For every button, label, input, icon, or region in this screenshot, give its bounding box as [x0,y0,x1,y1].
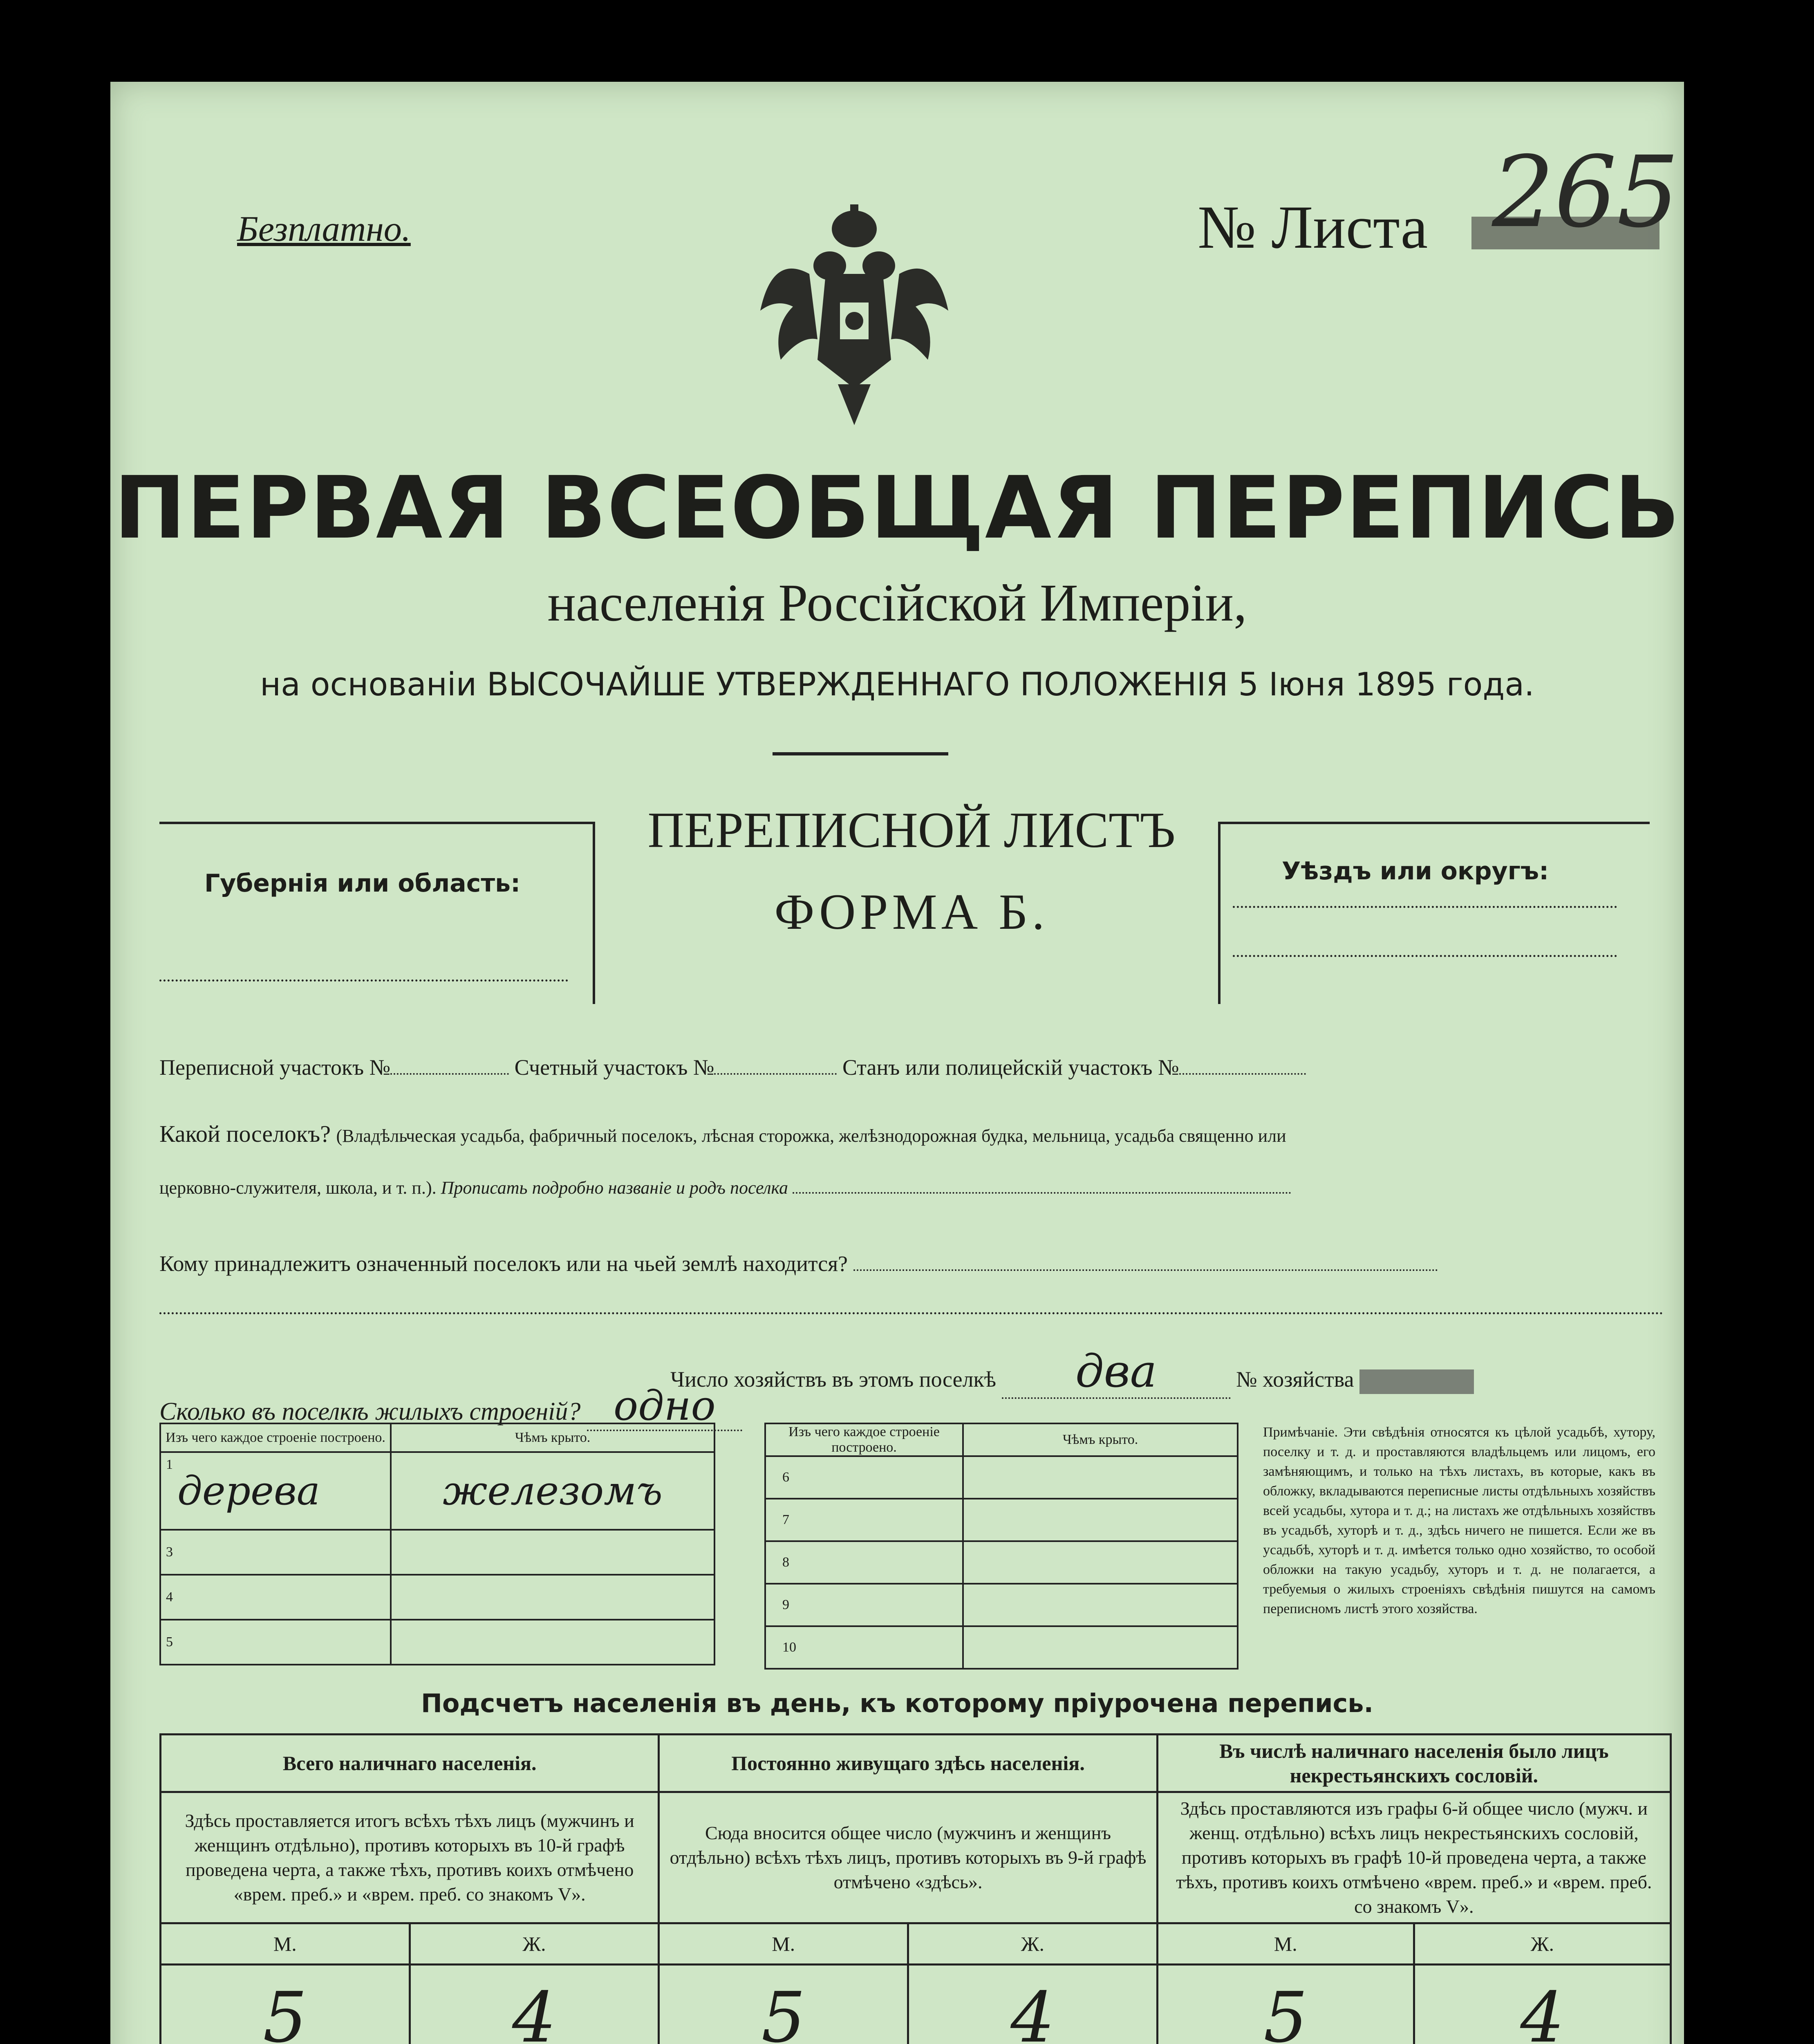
buildings-label: Сколько въ поселкѣ жилыхъ строеній? [159,1398,581,1425]
uezd-label: Уѣздъ или округъ: [1282,857,1549,885]
guberniya-label: Губернія или область: [204,869,521,898]
perepisnoy-uchastok-label: Переписной участокъ № [159,1055,391,1080]
census-sheet [110,82,1684,2044]
buildings-table-left [159,1423,715,1665]
table-row: 6 [765,1456,1238,1499]
owner-field[interactable] [853,1269,1438,1271]
households-line [670,1345,1474,1399]
guberniya-box [159,822,595,1004]
household-number-redaction [1359,1369,1474,1394]
table-row: 5 [160,1620,714,1665]
roof-column-header-2: Чѣмъ крыто. [963,1423,1238,1456]
roof-column-header: Чѣмъ крыто. [391,1423,714,1452]
settlement-question: Какой поселокъ? [159,1121,331,1147]
owner-line [159,1251,1672,1276]
stan-field[interactable] [1179,1073,1306,1075]
free-label: Безплатно. [237,209,411,249]
building-1-roof[interactable]: железомъ [391,1452,714,1530]
uezd-box [1218,822,1650,1004]
schetny-uchastok-field[interactable] [714,1073,837,1075]
male-label: М. [659,1923,908,1965]
sheet-number-label: № Листа [1198,193,1428,261]
population-count-table [159,1733,1672,2044]
total-present-desc: Здѣсь проставляется итогъ всѣхъ тѣхъ лицъ (мужчинъ и женщинъ отдѣльно), противъ которыхъ въ 10-й графѣ проведена черта, а также тѣхъ, противъ коихъ отмѣчено «врем. преб.» и «врем. преб. со знакомъ V». [161,1792,659,1923]
total-present-male[interactable]: 5 [161,1965,410,2044]
buildings-note: Примѣчаніе. Эти свѣдѣнія относятся къ цѣлой усадьбѣ, хутору, поселку и т. д. и проставляются владѣльцемъ или лицомъ, его замѣняющимъ, и только на тѣхъ листахъ, въ которые, какъ въ обложку, вкладываются переписные листы отдѣльныхъ хозяйствъ всей усадьбы, хутора и т. д.; на листахъ же отдѣльныхъ хозяйствъ въ усадьбѣ, хуторѣ и т. д., здѣсь ничего не пишется. Если же въ усадьбѣ, хуторѣ и т. д. имѣется только одно хозяйство, то особой обложки на такую усадьбу, хуторъ и т. д. не полагается, а требуемыя о жилыхъ строеніяхъ свѣдѣнія пишутся на самомъ переписномъ листѣ этого хозяйства. [1263,1425,1655,1616]
material-column-header: Изъ чего каждое строеніе построено. [160,1423,391,1452]
female-label: Ж. [1414,1923,1671,1965]
census-title: ПЕРВАЯ ВСЕОБЩАЯ ПЕРЕПИСЬ [114,458,1681,558]
permanent-male[interactable]: 5 [659,1965,908,2044]
handwritten-sheet-number: 265 [1492,135,1680,249]
settlement-line [159,1120,1680,1148]
households-label: Число хозяйствъ въ этомъ поселкѣ [670,1367,997,1392]
households-value[interactable]: два [1002,1345,1231,1399]
household-number-label: № хозяйства [1236,1367,1354,1392]
male-label: М. [1157,1923,1414,1965]
table-row: 7 [765,1499,1238,1541]
table-row: 1 дерева железомъ [160,1452,714,1530]
census-decree-line: на основаніи ВЫСОЧАЙШЕ УТВЕРЖДЕННАГО ПОЛОЖЕНІЯ 5 Іюня 1895 года. [260,666,1534,703]
sheet-title: ПЕРЕПИСНОЙ ЛИСТЪ [647,802,1176,858]
male-label: М. [161,1923,410,1965]
uezd-field-line1[interactable] [1233,906,1617,908]
table-row: 10 [765,1626,1238,1669]
settlement-hint: (Владѣльческая усадьба, фабричный поселокъ, лѣсная сторожка, желѣзнодорожная будка, мельница, усадьба священно или [336,1126,1286,1146]
material-column-header-2: Изъ чего каждое строеніе построено. [765,1423,963,1456]
non-peasant-header: Въ числѣ наличнаго населенія было лицъ некрестьянскихъ сословій. [1157,1735,1671,1792]
schetny-uchastok-label: Счетный участокъ № [514,1055,714,1080]
total-present-female[interactable]: 4 [410,1965,659,2044]
non-peasant-female[interactable]: 4 [1414,1965,1671,2044]
buildings-table-right [764,1423,1238,1670]
settlement-field[interactable] [793,1192,1291,1194]
uezd-field-line2[interactable] [1233,955,1617,957]
guberniya-field[interactable] [159,979,568,982]
table-row: 3 [160,1530,714,1575]
permanent-female[interactable]: 4 [908,1965,1158,2044]
permanent-residents-desc: Сюда вносится общее число (мужчинъ и женщинъ отдѣльно) всѣхъ тѣхъ лицъ, противъ которыхъ въ 9-й графѣ отмѣчено «здѣсь». [659,1792,1157,1923]
stan-label: Станъ или полицейскій участокъ № [842,1055,1179,1080]
non-peasant-desc: Здѣсь проставляются изъ графы 6-й общее число (мужч. и женщ. отдѣльно) всѣхъ лицъ некрестьянскихъ сословій, противъ которыхъ въ графѣ 10-й проведена черта, а также тѣхъ, противъ коихъ отмѣчено «врем. преб.» и «врем. преб. со знакомъ V». [1157,1792,1671,1923]
settlement-instruction: Прописать подробно названіе и родъ поселка [441,1178,788,1198]
female-label: Ж. [908,1923,1158,1965]
permanent-residents-header: Постоянно живущаго здѣсь населенія. [659,1735,1157,1792]
title-divider [773,752,948,755]
settlement-line-2 [159,1177,1672,1198]
total-present-header: Всего наличнаго населенія. [161,1735,659,1792]
building-1-material[interactable]: дерева [177,1468,320,1514]
form-name: ФОРМА Б. [774,884,1049,940]
buildings-value[interactable]: одно [587,1382,742,1431]
district-line [159,1055,1672,1080]
settlement-hint-2: церковно-служителя, школа, и т. п.). [159,1178,437,1198]
table-row: 4 [160,1575,714,1620]
perepisnoy-uchastok-field[interactable] [390,1073,509,1075]
table-row: 9 [765,1584,1238,1626]
count-title: Подсчетъ населенія въ день, къ которому пріурочена перепись. [421,1688,1374,1718]
census-subtitle: населенія Россійской Имперіи, [547,574,1247,632]
non-peasant-male[interactable]: 5 [1157,1965,1414,2044]
female-label: Ж. [410,1923,659,1965]
table-row: 8 [765,1541,1238,1584]
owner-field-line2[interactable] [159,1312,1664,1314]
double-headed-eagle-emblem [748,204,961,433]
owner-question: Кому принадлежитъ означенный поселокъ или на чьей землѣ находится? [159,1251,848,1276]
